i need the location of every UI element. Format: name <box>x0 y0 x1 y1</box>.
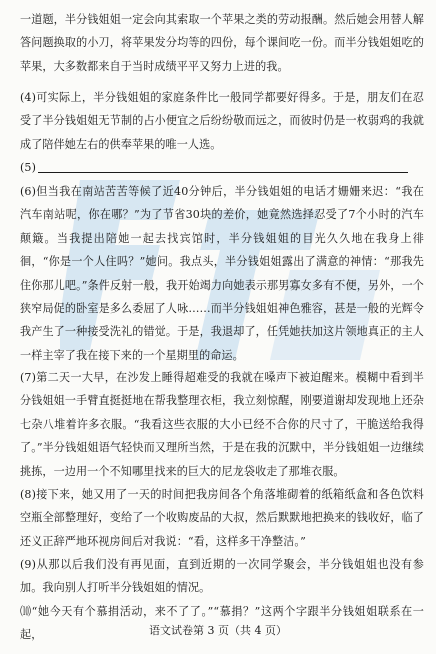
answer-blank-line[interactable] <box>38 171 408 173</box>
paragraph-number: (5) <box>20 161 37 174</box>
paragraph-9 <box>20 553 424 600</box>
paragraph-4 <box>20 86 424 156</box>
paragraph-7 <box>20 366 424 483</box>
paragraph-text: (9)从那以后我们没有再见面，直到近期的一次同学聚会，半分钱姐姐也没有参加。我向别人打听半分钱姐姐的情况。 <box>20 558 424 595</box>
paragraph-8 <box>20 483 424 553</box>
paragraph-text: (6)但当我在南站苦苦等候了近40分钟后，半分钱姐姐的电话才姗姗来迟：“我在汽车南站呢，你在哪？”为了节省30块的差价，她竟然选择忍受了7个小时的汽车颠簸。当我提出陪她一起去找宾馆时，半分钱姐姐的目光久久地在我身上徘徊，“你是一个人住吗？”她问。我点头，半分钱姐姐露出了满意的神情：“那我先住你那儿吧。”条件反射一般，我开始竭力向她表示那男寡女多有不便，另外，一个狭窄局促的卧室是多么委屈了人咏……而半分钱姐姐神色雅容，甚是一般的光辉令我产生了一种接受洗礼的错觉。于是，我退却了，任凭她扶加这片领地真正的主人一样主宰了我在接下来的一个星期里的命运。 <box>20 185 424 362</box>
paragraph-text: (7)第二天一大早，在沙发上睡得超难受的我就在嗓声下被迫醒来。模糊中看到半分钱姐姐一手臂直挺挺地在帮我整理衣柜，我立刻惊醒，刚要道谢却发现地上还杂七杂八堆着许多衣服。“我看这些衣服的大小已经不合你的尺寸了，干脆送给我得了。”半分钱姐姐语气轻快而又理所当然，于是在我的沉默中，半分钱姐姐一边继续挑拣，一边用一个不知哪里找来的巨大的尼龙袋收走了那堆衣服。 <box>20 371 424 478</box>
paragraph-text: ⑽“她今天有个慕捐活动，来不了了。”“慕捐？”这两个字跟半分钱姐姐联系在一起， <box>20 605 424 642</box>
page-footer: 语文试卷第 3 页（共 4 页） <box>149 624 287 637</box>
paragraph-continued <box>20 8 424 78</box>
paragraph-6 <box>20 180 424 367</box>
paragraph-text: (4)可实际上，半分钱姐姐的家庭条件比一般同学都要好得多。于是，朋友们在忍受了半分钱姐姐无节制的占小便宜之后纷纷敬而远之，而彼时仍是一枚弱鸡的我就成了陪伴她左右的供奉苹果的唯一人选。 <box>20 91 424 151</box>
paragraph-5-blank <box>20 156 424 179</box>
paragraph-text: 一道题，半分钱姐姐一定会向其索取一个苹果之类的劳动报酬。然后她会用替人解答问题换取的小刀，将苹果发分均等的四份，每个课间吃一份。而半分钱姐姐吃的苹果，大多数都来自于当时成绩平平又努力上进的我。 <box>20 13 424 73</box>
paragraph-text: (8)接下来，她又用了一天的时间把我房间各个角落堆砌着的纸箱纸盒和各色饮料空瓶全部整理好，变给了一个收购废品的大叔，然后默默地把换来的钱收好，临了还义正辞严地环视房间后对我说：“看，这样多干净整洁。” <box>20 488 424 548</box>
